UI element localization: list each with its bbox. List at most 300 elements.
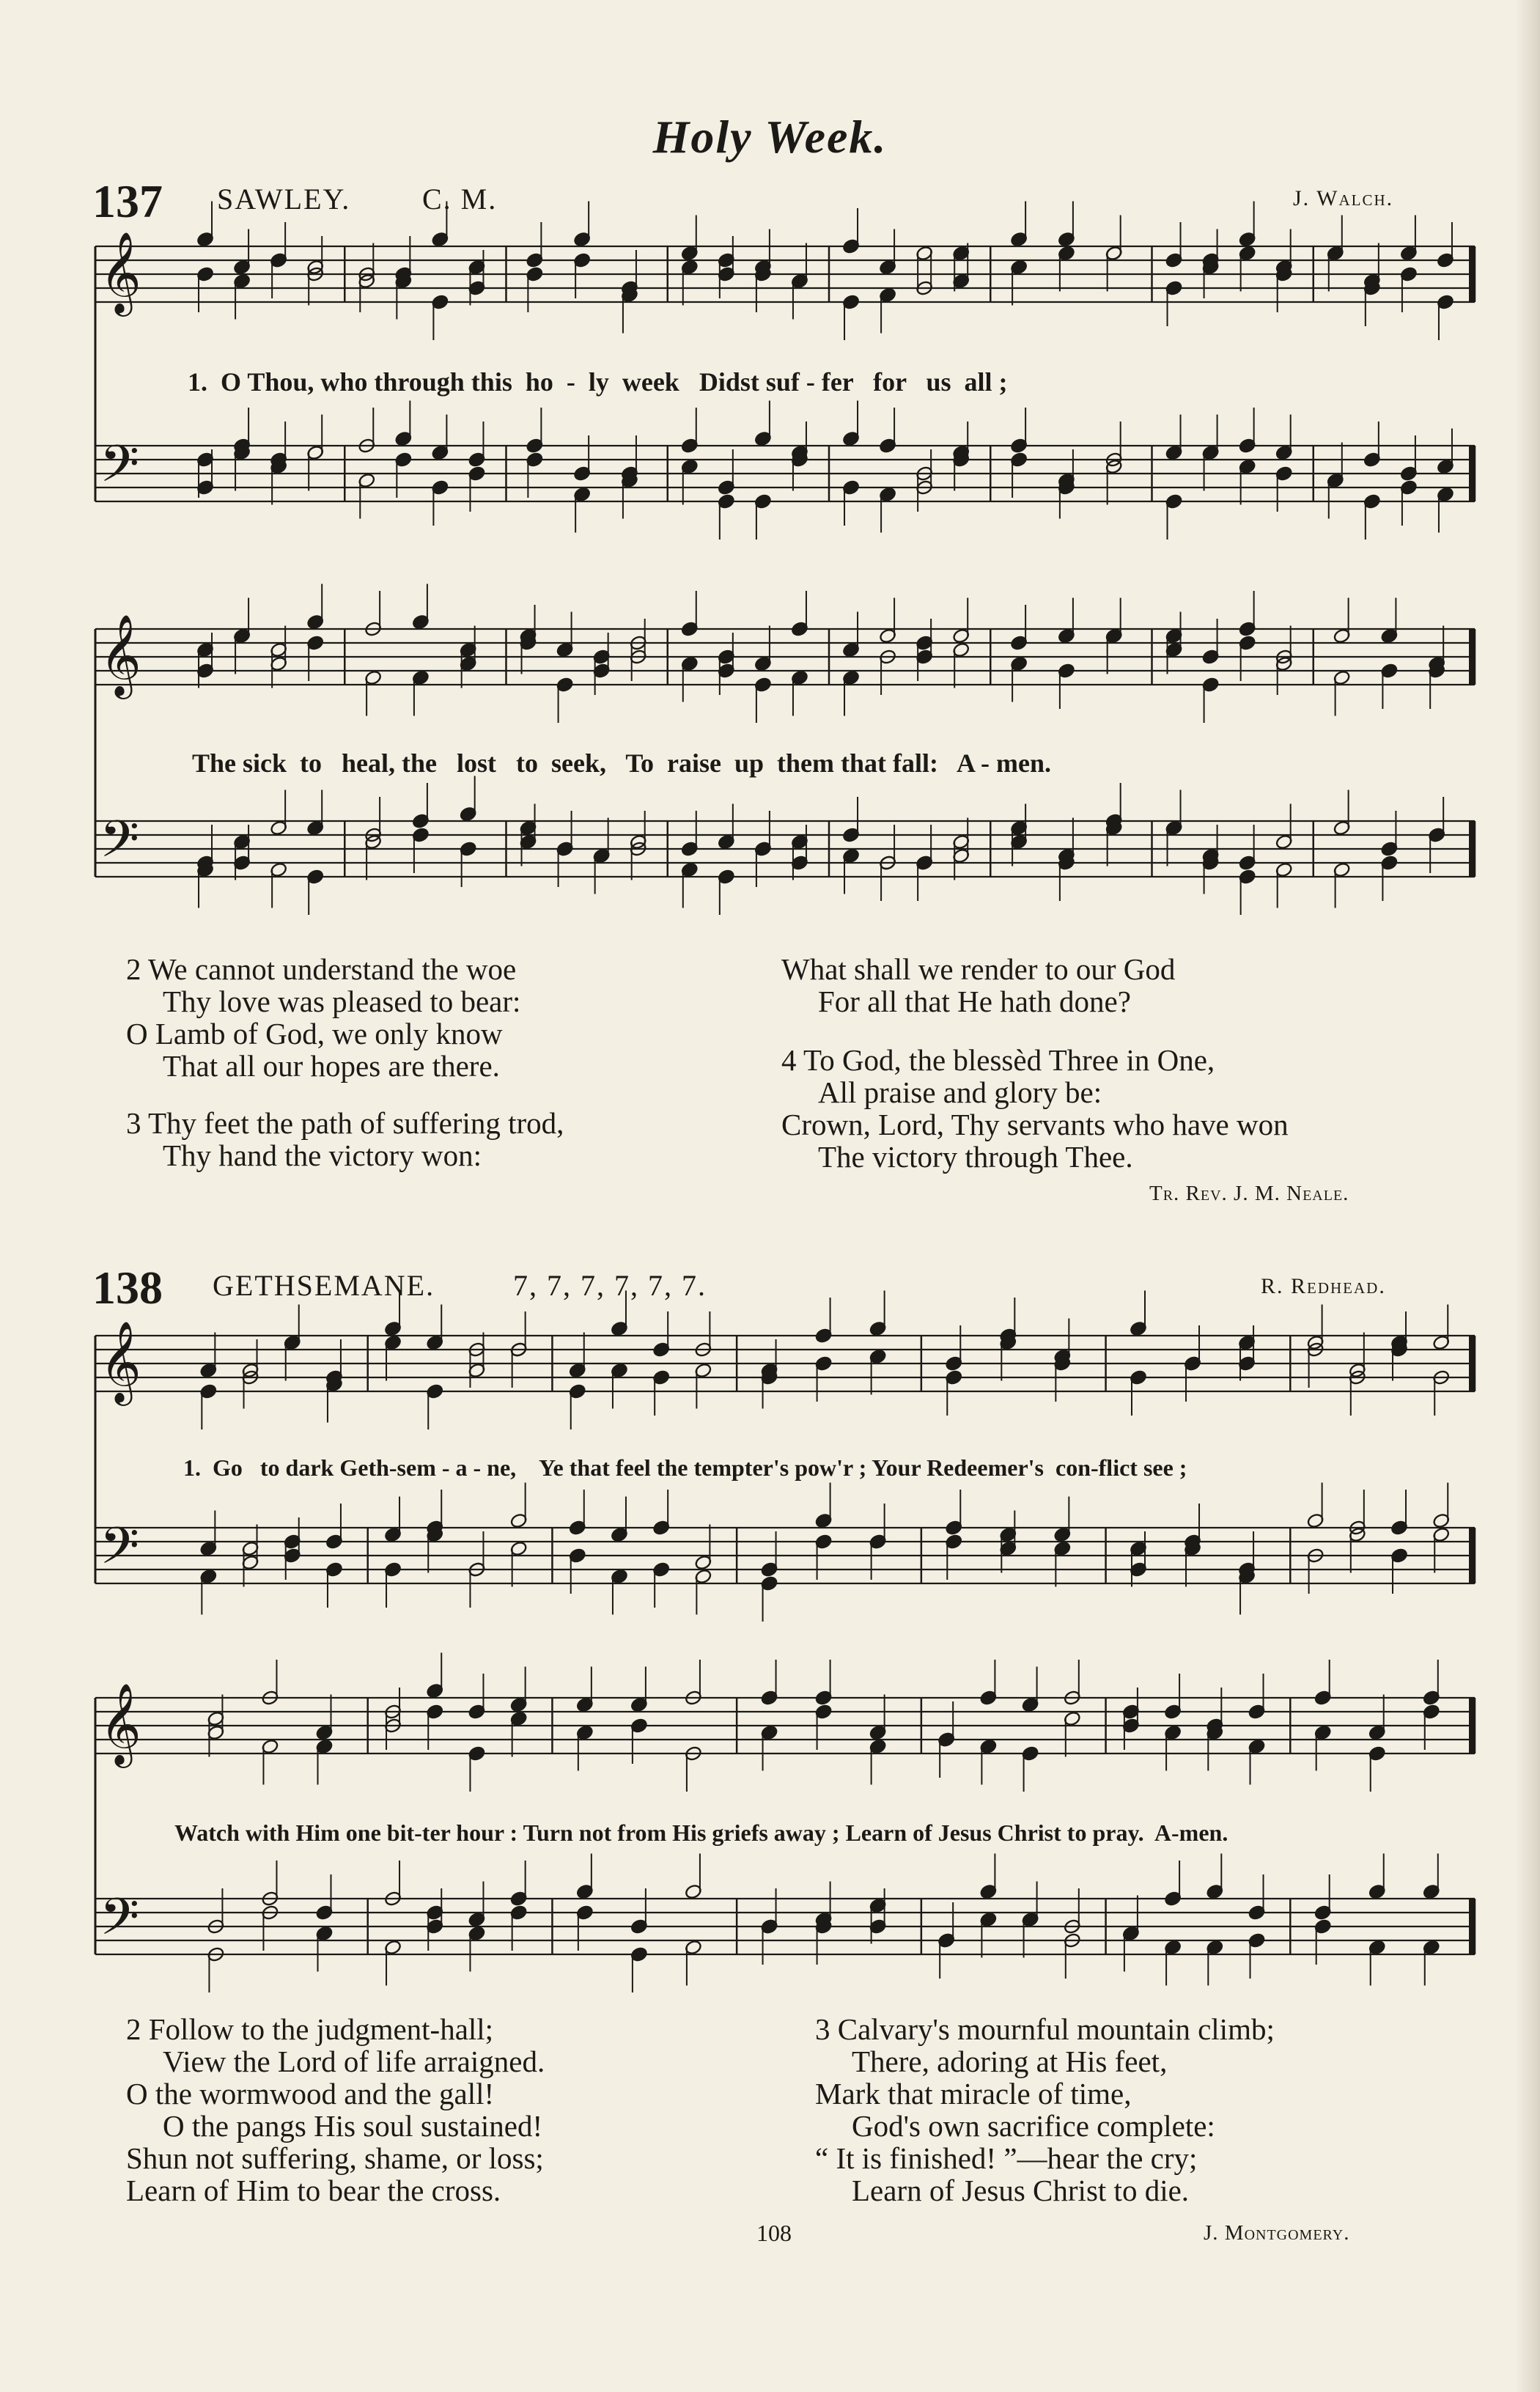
verse-line: 3 Calvary's mournful mountain climb;: [815, 2012, 1275, 2046]
hymn-138-system-2-note-head: [1423, 1883, 1440, 1899]
hymn-137-system-2-note-head: [1333, 861, 1350, 877]
hymn-138-system-2-note-head: [1368, 1745, 1386, 1762]
hymn-137-system-2-note-head: [842, 641, 860, 658]
hymn-138-system-2-note-head: [979, 1883, 997, 1899]
hymn-137-system-1-note-head: [1238, 245, 1256, 261]
hymn-137-system-2-note-head: [754, 655, 772, 671]
hymn-137-system-2-note-head: [629, 649, 646, 665]
hymn-137-system-2-note-head: [681, 621, 699, 637]
hymn-138-system-1-note-head: [1306, 1334, 1324, 1350]
hymn-138-system-1-note-head: [1349, 1369, 1366, 1385]
verse-line: Crown, Lord, Thy servants who have won: [781, 1108, 1289, 1141]
hymn-137-system-1-note-head: [196, 452, 214, 468]
hymn-138-system-1-note-head: [1349, 1362, 1366, 1378]
hymn-137-system-1-note-head: [196, 266, 214, 282]
hymn-137-system-1-note-head: [1327, 245, 1344, 261]
hymn-137-system-1-note-head: [915, 280, 933, 296]
hymn-138-system-1-note-head: [384, 1320, 402, 1336]
hymn-137-system-1-note-head: [468, 452, 485, 468]
hymn-137-system-1-note-head: [233, 444, 251, 460]
hymn-137-system-1-note-head: [306, 259, 324, 275]
hymn-137-system-1-note-head: [1437, 294, 1454, 310]
hymn-137-system-1-note-head: [791, 452, 808, 468]
hymn-138-system-1-note-head: [1432, 1526, 1450, 1542]
hymn-137-system-2-note-head: [791, 833, 808, 850]
hymn-137-system-1-note-head: [879, 438, 896, 454]
hymn-138-system-2-note-head: [576, 1905, 594, 1921]
hymn-137-system-1-note-head: [431, 444, 449, 460]
hymn-137-system-2-note-head: [718, 869, 735, 885]
hymn-137-system-1-note-head: [1363, 493, 1381, 509]
hymn-138-system-1-note-head: [945, 1534, 962, 1550]
hymn-137-system-2-note-head: [681, 841, 699, 857]
hymn-137-system-2-note-head: [556, 841, 573, 857]
hymn-137-system-2-note-head: [592, 649, 610, 665]
hymn-137-system-2-note-head: [556, 841, 573, 857]
hymn-138-system-2-note-head: [1021, 1745, 1039, 1762]
hymn-138-system-2-note-head: [1423, 1690, 1440, 1706]
hymn-138-system-1-note-head: [241, 1369, 259, 1385]
hymn-138-system-1-note-head: [199, 1362, 217, 1378]
hymn-137-system-1-note-head: [1238, 231, 1256, 247]
hymn-137-system-2-note-head: [1165, 628, 1182, 644]
hymn-137-system-1-note-head: [952, 452, 970, 468]
hymn-137-system-2-note-head: [1428, 655, 1445, 671]
hymn-138-system-1-note-head: [569, 1362, 586, 1378]
hymn-137-system-1-note-head: [842, 479, 860, 496]
hymn-138-system-1-note-head: [814, 1512, 832, 1528]
hymn-137-system-2-note-head: [196, 641, 214, 658]
hymn-138-system-1-note-head: [468, 1362, 485, 1378]
hymn-138-system-2-note-head: [1064, 1710, 1081, 1726]
hymn-138-system-2-note-head: [1368, 1883, 1386, 1899]
hymn-137-system-2-note-head: [364, 827, 382, 843]
hymn-137-system-2-note-head: [952, 833, 970, 850]
hymn-137-system-2-note-head: [1428, 827, 1445, 843]
hymn-137-system-1-note-head: [358, 472, 375, 488]
verse-line: 4 To God, the blessèd Three in One,: [781, 1043, 1215, 1077]
hymn-137-system-1-note-head: [358, 273, 375, 289]
hymn-138-system-2-note-head: [1248, 1905, 1265, 1921]
hymn-138-system-1-note-head: [241, 1554, 259, 1570]
hymn-138-system-1-note-head: [569, 1383, 586, 1399]
hymn-138-system-2-note-head: [1064, 1918, 1081, 1935]
hymn-137-system-2-note-head: [1058, 855, 1075, 871]
hymn-137-system-2-note-head: [915, 649, 933, 665]
hymn-137-system-1-note-head: [842, 430, 860, 446]
hymn-138-system-1-note-head: [1184, 1355, 1201, 1372]
hymn-137-system-1-note-head: [1201, 444, 1219, 460]
hymn-138-system-1-note-head: [325, 1534, 343, 1550]
hymn-137-system-2-note-head: [791, 669, 808, 685]
hymn-137-system-1-note-head: [681, 245, 699, 261]
hymn-137-system-1-note-head: [1238, 458, 1256, 474]
hymn-137-system-2-note-head: [1275, 655, 1292, 671]
hymn-137-system-2-note-head: [592, 847, 610, 864]
hymn-137-system-2-note-head: [1201, 855, 1219, 871]
hymn-137-system-2-note-head: [1238, 869, 1256, 885]
hymn-137-system-2-note-head: [1165, 641, 1182, 658]
hymn-138-system-2-note-head: [760, 1690, 778, 1706]
hymn-137-system-1-note-head: [1165, 493, 1182, 509]
hymn-137-verse-3-cont: [781, 953, 1175, 1017]
hymn-137-system-2-note-head: [233, 628, 251, 644]
hymn-138-system-2-note-head: [1314, 1724, 1331, 1740]
verse-line: God's own sacrifice complete:: [852, 2109, 1215, 2143]
hymn-137-system-2-note-head: [718, 649, 735, 665]
hymn-138-system-2-note-head: [384, 1704, 402, 1720]
hymn-137-system-2-note-head: [915, 855, 933, 871]
hymn-138-tune-name: GETHSEMANE.: [213, 1269, 435, 1302]
hymn-138-system-1-note-head: [1184, 1355, 1201, 1372]
hymn-138-verse-2: [126, 2013, 545, 2207]
verse-line: 2 Follow to the judgment-hall;: [126, 2012, 494, 2046]
hymn-138-system-1-note-head: [241, 1362, 259, 1378]
hymn-138-system-1-note-head: [652, 1561, 670, 1578]
hymn-137-system-1-note-head: [358, 266, 375, 282]
verse-line: Shun not suffering, shame, or loss;: [126, 2141, 544, 2175]
hymn-138-system-1-note-head: [611, 1320, 628, 1336]
hymn-137-system-2-note-head: [915, 855, 933, 871]
hymn-137-system-1-note-head: [1437, 252, 1454, 268]
hymn-138-system-2-note-head: [468, 1911, 485, 1927]
hymn-138-system-2-note-head: [869, 1738, 886, 1754]
hymn-137-system-1-note-head: [1275, 259, 1292, 275]
verse-line: “ It is finished! ”—hear the cry;: [815, 2141, 1198, 2175]
verse-line: O Lamb of God, we only know: [126, 1017, 503, 1050]
hymn-137-system-1-note-head: [621, 465, 638, 482]
hymn-137-system-2-note-head: [519, 820, 537, 836]
hymn-137-system-1-note-head: [1400, 266, 1418, 282]
hymn-138-system-1-note-head: [611, 1362, 628, 1378]
hymn-138-system-1-note-head: [1053, 1526, 1071, 1542]
hymn-137-system-1-note-head: [754, 430, 772, 446]
verse-line: Thy hand the victory won:: [163, 1138, 482, 1172]
hymn-138-system-2-note-head: [937, 1732, 955, 1748]
hymn-137-system-1-note-head: [879, 287, 896, 303]
hymn-138-system-2-note-head: [1122, 1704, 1140, 1720]
hymn-137-system-2-note-head: [270, 655, 287, 671]
hymn-137-system-2-note-head: [879, 649, 896, 665]
hymn-137-system-2-note-head: [629, 833, 646, 850]
hymn-137-system-1-note-head: [1165, 280, 1182, 296]
hymn-137-system-2-note-head: [754, 841, 772, 857]
hymn-137-lyric-line-1: 1. O Thou, who through this ho - ly week Didst suf - fer for us all ;: [188, 367, 1008, 397]
hymn-137-system-2-note-head: [1275, 649, 1292, 665]
hymn-137-system-1-note-head: [1058, 479, 1075, 496]
hymn-138-system-1-note-head: [1390, 1520, 1408, 1536]
hymn-137-system-1-note-head: [526, 438, 543, 454]
hymn-137-system-2-note-head: [1105, 628, 1122, 644]
hymn-138-system-2-note-head: [315, 1925, 333, 1941]
hymn-138-system-2-note-head: [1206, 1939, 1223, 1955]
hymn-137-system-2-note-head: [306, 635, 324, 651]
hymn-138-system-2-note-head: [1064, 1932, 1081, 1948]
hymn-138-system-1-note-head: [999, 1540, 1017, 1556]
hymn-137-translator: Tr. Rev. J. M. Neale.: [1149, 1182, 1349, 1205]
hymn-137-system-1-note-head: [358, 438, 375, 454]
hymn-137-system-1-note-head: [1327, 472, 1344, 488]
hymn-138-system-1-note-head: [1130, 1320, 1147, 1336]
hymn-137-system-2-treble-clef-icon: 𝄞: [100, 614, 141, 696]
hymn-137-system-2-note-head: [718, 833, 735, 850]
hymn-138-system-2-note-head: [468, 1745, 485, 1762]
hymn-137-system-2-note-head: [629, 841, 646, 857]
hymn-137-system-1-note-head: [1105, 245, 1122, 261]
hymn-137-system-2-note-head: [1201, 649, 1219, 665]
hymn-138-system-2-note-head: [1423, 1704, 1440, 1720]
hymn-138-system-1-note-head: [426, 1383, 443, 1399]
hymn-137-system-2-note-head: [196, 855, 214, 871]
hymn-137-tune-name: SAWLEY.: [217, 183, 351, 216]
hymn-137-system-2-note-head: [1165, 820, 1182, 836]
verse-line: There, adoring at His feet,: [852, 2045, 1168, 2078]
hymn-138-system-2-note-head: [814, 1911, 832, 1927]
hymn-138-composer: R. Redhead.: [1261, 1274, 1386, 1298]
hymn-137-system-1-note-head: [1010, 438, 1028, 454]
hymn-137-system-2-note-head: [1238, 855, 1256, 871]
hymn-137-composer: J. Walch.: [1293, 186, 1394, 210]
hymn-137-system-1-note-head: [1165, 252, 1182, 268]
hymn-137-system-2-note-head: [1010, 820, 1028, 836]
hymn-138-system-2-note-head: [869, 1724, 886, 1740]
hymn-137-verse-2: [126, 953, 520, 1082]
hymn-138-system-2-note-head: [760, 1724, 778, 1740]
hymn-138-system-1-note-head: [869, 1348, 886, 1364]
hymn-137-system-2-note-head: [1333, 669, 1350, 685]
hymn-138-system-1-note-head: [814, 1534, 832, 1550]
hymn-138-system-1-note-head: [999, 1328, 1017, 1344]
hymn-138-verse-3: [815, 2013, 1275, 2207]
hymn-137-system-2-note-head: [629, 635, 646, 651]
hymn-137-system-2-note-head: [1428, 663, 1445, 679]
hymn-138-system-2-note-head: [937, 1932, 955, 1948]
hymn-137-system-1-note-head: [754, 493, 772, 509]
hymn-137-system-2-note-head: [459, 655, 476, 671]
hymn-137-system-1-note-head: [1010, 231, 1028, 247]
hymn-138-system-2-note-head: [576, 1883, 594, 1899]
hymn-137-system-1-note-head: [1437, 458, 1454, 474]
hymn-137-system-2-note-head: [1238, 621, 1256, 637]
hymn-138-system-2-note-head: [869, 1897, 886, 1913]
hymn-138-system-1-note-head: [999, 1334, 1017, 1350]
page-number: 108: [756, 2220, 792, 2246]
hymn-138-system-1-note-head: [384, 1334, 402, 1350]
hymn-137-system-1-note-head: [270, 458, 287, 474]
hymn-138-system-2-note-head: [869, 1918, 886, 1935]
verse-line: The victory through Thee.: [818, 1140, 1133, 1174]
verse-line: What shall we render to our God: [781, 952, 1176, 986]
hymn-138-system-1-note-head: [1130, 1369, 1147, 1385]
hymn-137-system-1-note-head: [621, 472, 638, 488]
hymn-138-system-2-note-head: [1314, 1690, 1331, 1706]
hymn-137-system-2-note-head: [519, 635, 537, 651]
hymn-138-system-2-bass-clef-icon: 𝄢: [100, 1887, 140, 1959]
hymn-138-system-1-note-head: [611, 1568, 628, 1584]
hymn-138-system-1-note-head: [1238, 1355, 1256, 1372]
hymn-138-system-1-note-head: [1053, 1355, 1071, 1372]
hymn-138-system-2-note-head: [1122, 1925, 1140, 1941]
verse-line: All praise and glory be:: [818, 1075, 1102, 1109]
hymn-138-system-1-note-head: [1130, 1540, 1147, 1556]
hymn-137-system-1-note-head: [754, 259, 772, 275]
hymn-138-system-1-note-head: [1390, 1548, 1408, 1564]
hymn-138-author: J. Montgomery.: [1204, 2221, 1350, 2245]
hymn-137-system-1-note-head: [468, 259, 485, 275]
hymn-137-system-1-note-head: [1275, 465, 1292, 482]
hymn-138-system-2-note-head: [261, 1738, 279, 1754]
hymn-138-system-2-note-head: [685, 1939, 702, 1955]
hymn-137-system-1-note-head: [270, 452, 287, 468]
hymn-138-system-1-note-head: [760, 1369, 778, 1385]
hymn-138-system-2-note-head: [630, 1946, 648, 1962]
hymn-137-system-2-note-head: [1058, 847, 1075, 864]
hymn-138-system-1-note-head: [1053, 1348, 1071, 1364]
hymn-138-system-2-final-bar: [1469, 1899, 1475, 1954]
hymn-137-system-2-note-head: [412, 614, 430, 630]
hymn-137-system-1-note-head: [952, 273, 970, 289]
hymn-137-system-1-note-head: [718, 493, 735, 509]
hymn-138-system-1-note-head: [694, 1568, 712, 1584]
hymn-137-system-2-note-head: [1058, 628, 1075, 644]
hymn-137-system-2-note-head: [879, 855, 896, 871]
hymn-138-system-1-treble-clef-icon: 𝄞: [100, 1320, 141, 1402]
hymn-137-system-1-note-head: [1010, 452, 1028, 468]
hymn-138-system-2-note-head: [979, 1911, 997, 1927]
hymn-137-system-2-note-head: [1380, 855, 1398, 871]
hymn-137-lyric-line-2: The sick to heal, the lost to seek, To raise up them that fall: A - men.: [192, 748, 1052, 778]
hymn-138-system-1-note-head: [611, 1526, 628, 1542]
hymn-137-system-1-note-head: [1363, 280, 1381, 296]
hymn-137-system-2-note-head: [952, 628, 970, 644]
hymn-138-system-1-bass-clef-icon: 𝄢: [100, 1516, 140, 1588]
hymn-138-system-2-note-head: [1122, 1718, 1140, 1734]
hymn-137-system-2-note-head: [196, 663, 214, 679]
hymn-138-system-1-note-head: [1349, 1520, 1366, 1536]
hymn-138-system-1-note-head: [509, 1342, 527, 1358]
hymn-138-system-1-note-head: [569, 1548, 586, 1564]
hymn-138-system-2-note-head: [937, 1932, 955, 1948]
hymn-138-system-1-note-head: [1184, 1540, 1201, 1556]
hymn-137-system-1-note-head: [754, 266, 772, 282]
hymn-137-system-2-note-head: [459, 841, 476, 857]
hymn-138-lyric-line-1: 1. Go to dark Geth-sem - a - ne, Ye that feel the tempter's pow'r ; Your Redeemer's con-flict see ;: [183, 1454, 1187, 1481]
hymn-137-system-1-note-head: [718, 479, 735, 496]
verse-line: That all our hopes are there.: [163, 1049, 500, 1083]
hymn-138-system-1-note-head: [945, 1355, 962, 1372]
hymn-138-system-2-note-head: [384, 1891, 402, 1907]
hymn-137-system-1-note-head: [915, 245, 933, 261]
hymn-138-system-1-note-head: [426, 1334, 443, 1350]
hymn-138-system-2-note-head: [1206, 1883, 1223, 1899]
hymn-138-system-1-note-head: [945, 1369, 962, 1385]
hymn-138-system-2-note-head: [576, 1696, 594, 1712]
hymn-137-system-1-note-head: [394, 452, 412, 468]
hymn-137-system-1-treble-clef-icon: 𝄞: [100, 231, 141, 313]
hymn-137-system-1-note-head: [791, 444, 808, 460]
hymn-138-system-2-note-head: [261, 1690, 279, 1706]
hymn-137-system-2-note-head: [592, 663, 610, 679]
hymn-137-system-2-note-head: [1058, 663, 1075, 679]
hymn-137-system-2-note-head: [364, 621, 382, 637]
hymn-137-system-2-note-head: [754, 677, 772, 693]
hymn-137-system-2-note-head: [915, 635, 933, 651]
hymn-138-system-2-note-head: [426, 1704, 443, 1720]
hymn-138-system-2-note-head: [509, 1710, 527, 1726]
hymn-138-system-1-note-head: [1130, 1561, 1147, 1578]
hymn-138-system-2-note-head: [576, 1724, 594, 1740]
hymn-138-system-1-note-head: [694, 1554, 712, 1570]
hymn-137-system-2-note-head: [791, 621, 808, 637]
hymn-138-system-2-note-head: [1064, 1690, 1081, 1706]
hymn-137-system-1-note-head: [196, 231, 214, 247]
hymn-138-lyric-line-2: Watch with Him one bit-ter hour : Turn not from His griefs away ; Learn of Jesus Christ to pray. A-men.: [174, 1819, 1228, 1846]
hymn-137-system-1-note-head: [431, 294, 449, 310]
hymn-138-system-2-note-head: [685, 1690, 702, 1706]
hymn-137-verse-3: [126, 1107, 564, 1171]
hymn-137-system-2-note-head: [519, 833, 537, 850]
hymn-137-system-2-note-head: [1010, 635, 1028, 651]
hymn-138-system-2-note-head: [1423, 1939, 1440, 1955]
hymn-138-system-2-note-head: [509, 1905, 527, 1921]
hymn-137-system-2-bass-clef-icon: 𝄢: [100, 809, 140, 881]
hymn-137-system-2-note-head: [306, 820, 324, 836]
hymn-137-system-1-note-head: [1201, 252, 1219, 268]
hymn-138-system-1-note-head: [694, 1342, 712, 1358]
hymn-138-system-2-note-head: [1021, 1696, 1039, 1712]
hymn-138-system-1-note-head: [199, 1540, 217, 1556]
hymn-138-system-1-note-head: [569, 1520, 586, 1536]
verse-line: Learn of Jesus Christ to die.: [852, 2174, 1190, 2207]
hymn-138-system-2-note-head: [814, 1704, 832, 1720]
verse-line: Learn of Him to bear the cross.: [126, 2174, 501, 2207]
hymn-137-verse-4: [781, 1044, 1289, 1173]
hymn-138-system-2-note-head: [760, 1918, 778, 1935]
hymn-138-system-1-note-head: [1390, 1342, 1408, 1358]
hymn-138-system-2-note-head: [630, 1918, 648, 1935]
hymn-137-system-2-note-head: [1333, 820, 1350, 836]
hymn-137-system-1-note-head: [233, 273, 251, 289]
hymn-137-system-2-note-head: [1238, 635, 1256, 651]
hymn-138-system-2-note-head: [685, 1883, 702, 1899]
hymn-138-system-2-note-head: [1164, 1704, 1182, 1720]
hymn-137-system-1-note-head: [270, 252, 287, 268]
hymn-137-system-1-note-head: [1363, 273, 1381, 289]
hymn-138-system-1-note-head: [1306, 1512, 1324, 1528]
hymn-137-system-1-note-head: [1275, 266, 1292, 282]
hymn-138-system-2-note-head: [1248, 1738, 1265, 1754]
hymn-138-system-1-note-head: [760, 1575, 778, 1591]
hymn-138-system-1-note-head: [509, 1540, 527, 1556]
hymn-138-system-1-note-head: [325, 1376, 343, 1392]
hymn-138-system-2-note-head: [207, 1946, 224, 1962]
hymn-137-system-1-note-head: [1238, 438, 1256, 454]
hymn-137-system-1-note-head: [915, 479, 933, 496]
hymn-138-system-1-note-head: [325, 1561, 343, 1578]
hymn-137-system-2-note-head: [270, 641, 287, 658]
hymn-137-system-1-note-head: [573, 231, 591, 247]
hymn-138-system-2-note-head: [1248, 1704, 1265, 1720]
hymn-137-system-1-note-head: [1105, 452, 1122, 468]
hymn-137-system-1-bass-clef-icon: 𝄢: [100, 434, 140, 506]
hymn-138-system-1-note-head: [814, 1328, 832, 1344]
hymn-138-system-2-treble-clef-icon: 𝄞: [100, 1682, 141, 1764]
hymn-138-system-1-final-bar: [1469, 1528, 1475, 1583]
hymn-137-system-1-note-head: [681, 438, 699, 454]
hymn-137-system-2-note-head: [270, 861, 287, 877]
hymn-137-system-1-note-head: [1105, 458, 1122, 474]
hymn-137-system-1-note-head: [842, 238, 860, 254]
